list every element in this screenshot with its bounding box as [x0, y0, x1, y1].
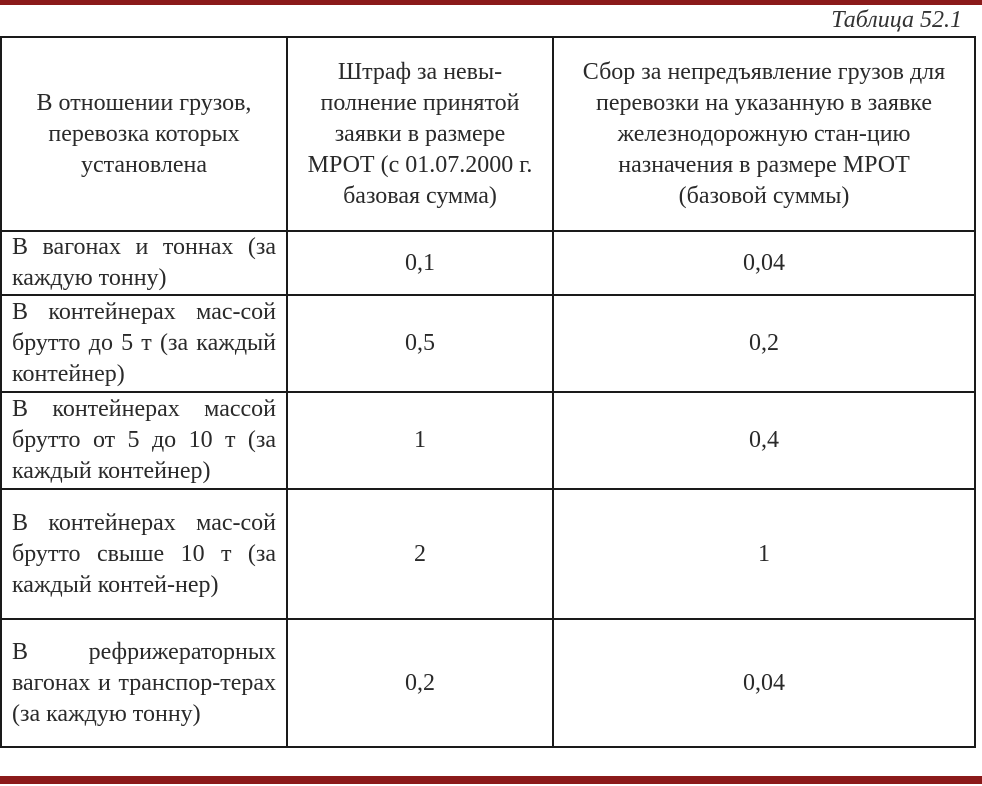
bottom-rule — [0, 776, 982, 784]
cargo-cell: В рефрижераторных вагонах и транспор-терах (за каждую тонну) — [1, 619, 287, 747]
cargo-cell: В вагонах и тоннах (за каждую тонну) — [1, 231, 287, 295]
fee-cell: 0,4 — [553, 392, 975, 489]
table-row — [1, 619, 975, 747]
fines-table — [0, 36, 976, 748]
fine-cell: 1 — [287, 392, 553, 489]
header-fine: Штраф за невы-полнение принятой заявки в размере МРОТ (с 01.07.2000 г. базовая сумма) — [287, 37, 553, 231]
header-fee: Сбор за непредъявление грузов для перевозки на указанную в заявке железнодорожную стан-цию назначения в размере МРОТ (базовой суммы) — [553, 37, 975, 231]
fee-cell: 0,2 — [553, 295, 975, 392]
top-rule — [0, 0, 982, 5]
table-row — [1, 392, 975, 489]
fee-cell: 0,04 — [553, 619, 975, 747]
fine-cell: 0,2 — [287, 619, 553, 747]
table-row — [1, 295, 975, 392]
fine-cell: 2 — [287, 489, 553, 619]
fine-cell: 0,5 — [287, 295, 553, 392]
fee-cell: 0,04 — [553, 231, 975, 295]
table-row — [1, 231, 975, 295]
cargo-cell: В контейнерах мас-сой брутто свыше 10 т (за каждый контей-нер) — [1, 489, 287, 619]
fee-cell: 1 — [553, 489, 975, 619]
table-caption: Таблица 52.1 — [831, 7, 962, 33]
header-cargo: В отношении грузов, перевозка которых установлена — [1, 37, 287, 231]
fine-cell: 0,1 — [287, 231, 553, 295]
table-header-row — [1, 37, 975, 231]
cargo-cell: В контейнерах массой брутто от 5 до 10 т (за каждый контейнер) — [1, 392, 287, 489]
cargo-cell: В контейнерах мас-сой брутто до 5 т (за каждый контейнер) — [1, 295, 287, 392]
table-row — [1, 489, 975, 619]
